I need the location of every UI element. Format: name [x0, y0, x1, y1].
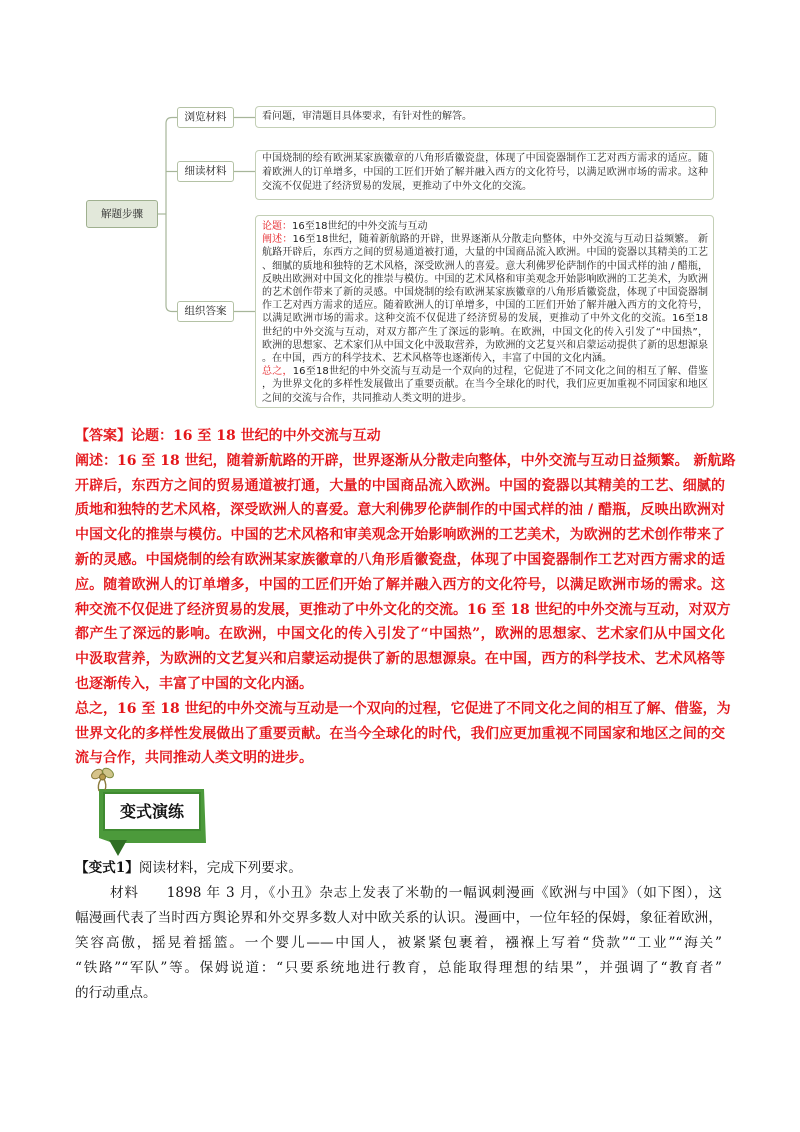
practice-section	[75, 856, 722, 1006]
answer-line: 世界文化的多样性发展做出了重要贡献。在当今全球化的时代，我们应更加重视不同国家和地区之间的交	[75, 725, 725, 742]
read-material-content	[255, 150, 714, 200]
answer-line: 中国文化的推崇与模仿。中国的艺术风格和审美观念开始影响欧洲的工艺美术，为欧洲的艺术创作带来了	[75, 527, 725, 544]
thesis-text: 16至18世纪的中外交流与互动	[292, 221, 428, 232]
answer-line: 总之，16 至 18 世纪的中外交流与互动是一个双向的过程，它促进了不同文化之间的相互了解、借鉴，为	[75, 700, 731, 717]
banner-tail	[109, 840, 127, 856]
elaboration-line: 、细腻的质地和独特的艺术风格，深受欧洲人的喜爱。意大利佛罗伦萨制作的中国式样的油 / 醋瓶，	[262, 260, 708, 272]
elaboration-text: 16至18世纪，随着新航路的开辟，世界逐渐从分散走向整体，中外交流与互动日益频繁。 新	[292, 234, 708, 246]
knot-ornament-icon	[90, 766, 115, 791]
conclusion-line: 之间的交流与合作，共同推动人类文明的进步。	[262, 392, 472, 404]
answer-line: 也逐渐传入，丰富了中国的文化内涵。	[75, 675, 313, 692]
material-line: 的行动重点。	[75, 985, 157, 1001]
elaboration-line	[262, 233, 708, 246]
thesis-label: 论题：	[262, 221, 292, 232]
answer-line: 阐述：16 至 18 世纪，随着新航路的开辟，世界逐渐从分散走向整体，中外交流与互动日益频繁。 新航路	[75, 452, 736, 469]
elaboration-line: 反映出欧洲对中国文化的推崇与模仿。中国的艺术风格和审美观念开始影响欧洲的工艺美术，为欧洲	[262, 273, 708, 285]
material-text: 1898 年 3 月，《小丑》杂志上发表了米勒的一幅讽刺漫画《欧洲与中国》（如下图），这	[166, 885, 723, 901]
mindmap-root-node: 解题步骤	[86, 200, 158, 228]
content-line: 交流不仅促进了经济贸易的发展，更推动了中外文化的交流。	[262, 181, 532, 192]
elaboration-line: 作工艺对西方需求的适应。随着欧洲人的订单增多，中国的工匠们开始了解并融入西方的文化符号，	[262, 300, 708, 312]
answer-line: 流与合作，共同推动人类文明的进步。	[75, 750, 313, 767]
branch-read-material: 细读材料	[177, 161, 234, 182]
answer-thesis-line	[75, 424, 725, 449]
material-label: 材料	[110, 885, 139, 901]
conclusion-label: 总之，	[262, 366, 293, 378]
elaboration-label: 阐述：	[262, 234, 293, 246]
answer-thesis: 论题：16 至 18 世纪的中外交流与互动	[131, 428, 381, 444]
answer-line: 新的灵感。中国烧制的绘有欧洲某家族徽章的八角形盾徽瓷盘，体现了中国瓷器制作工艺对西方需求的适	[75, 551, 725, 568]
content-line: 中国烧制的绘有欧洲某家族徽章的八角形盾徽瓷盘，体现了中国瓷器制作工艺对西方需求的适应。随	[262, 153, 708, 164]
browse-material-content	[255, 106, 716, 128]
answer-section	[75, 424, 736, 771]
branch-organize-answer: 组织答案	[177, 301, 234, 322]
organize-answer-content	[255, 215, 714, 408]
mindmap-connectors	[150, 100, 260, 330]
answer-tag: 【答案】	[75, 428, 131, 444]
elaboration-line: 世纪的中外交流与互动，对双方都产生了深远的影响。在欧洲，中国文化的传入引发了“中国热”，	[262, 326, 708, 338]
answer-line: 中汲取营养，为欧洲的文艺复兴和启蒙运动提供了新的思想源泉。在中国，西方的科学技术、艺术风格等	[75, 651, 725, 668]
material-line: “铁路”“军队”等。保姆说道：“只要系统地进行教育，总能取得理想的结果”，并强调了“教育者”	[75, 960, 722, 976]
content-line: 看问题，审清题目具体要求，有针对性的解答。	[262, 111, 472, 122]
bracket-connector	[166, 118, 177, 312]
conclusion-text: 16至18世纪的中外交流与互动是一个双向的过程，它促进了不同文化之间的相互了解、借鉴	[292, 366, 709, 378]
content-line: 着欧洲人的订单增多，中国的工匠们开始了解并融入西方的文化符号，以满足欧洲市场的需求。这种	[262, 167, 708, 178]
elaboration-line: 。在中国，西方的科学技术、艺术风格等也逐渐传入，丰富了中国的文化内涵。	[262, 353, 612, 365]
banner-title: 变式演练	[119, 802, 185, 821]
question-tag: 【变式1】	[75, 860, 139, 876]
elaboration-line: 航路开辟后，东西方之间的贸易通道被打通，大量的中国商品流入欧洲。中国的瓷器以其精美的工艺	[262, 247, 708, 259]
answer-line: 应。随着欧洲人的订单增多，中国的工匠们开始了解并融入西方的文化符号，以满足欧洲市场的需求。这	[75, 576, 725, 593]
practice-banner	[85, 760, 215, 860]
conclusion-line: ，为世界文化的多样性发展做出了重要贡献。在当今全球化的时代，我们应更加重视不同国家和地区	[262, 379, 708, 391]
elaboration-line: 以满足欧洲市场的需求。这种交流不仅促进了经济贸易的发展，更推动了中外文化的交流。16至18	[262, 313, 708, 325]
material-line	[75, 881, 722, 906]
conclusion-line	[262, 365, 708, 378]
question-instruction: 阅读材料，完成下列要求。	[138, 860, 302, 876]
material-line: 笑容高傲，摇晃着摇篮。一个婴儿——中国人，被紧紧包裹着，襁褓上写着“贷款”“工业”“海关”	[75, 935, 722, 951]
answer-line: 开辟后，东西方之间的贸易通道被打通，大量的中国商品流入欧洲。中国的瓷器以其精美的工艺、细腻的	[75, 477, 725, 494]
branch-browse-material: 浏览材料	[177, 107, 234, 128]
question-heading	[75, 856, 722, 881]
thesis-line	[262, 220, 708, 233]
material-line: 幅漫画代表了当时西方舆论界和外交界多数人对中欧关系的认识。漫画中，一位年轻的保姆，象征着欧洲，	[75, 910, 722, 926]
elaboration-line: 的艺术创作带来了新的灵感。中国烧制的绘有欧洲某家族徽章的八角形盾徽瓷盘，体现了中国瓷器制	[262, 287, 708, 299]
answer-line: 种交流不仅促进了经济贸易的发展，更推动了中外文化的交流。16 至 18 世纪的中外交流与互动，对双方	[75, 601, 731, 618]
answer-line: 都产生了深远的影响。在欧洲，中国文化的传入引发了“中国热”，欧洲的思想家、艺术家们从中国文化	[75, 626, 725, 643]
elaboration-line: 欧洲的思想家、艺术家们从中国文化中汲取营养，为欧洲的文艺复兴和启蒙运动提供了新的思想源泉	[262, 339, 708, 351]
answer-line: 质地和独特的艺术风格，深受欧洲人的喜爱。意大利佛罗伦萨制作的中国式样的油 / 醋瓶，反映出欧洲对	[75, 502, 725, 519]
